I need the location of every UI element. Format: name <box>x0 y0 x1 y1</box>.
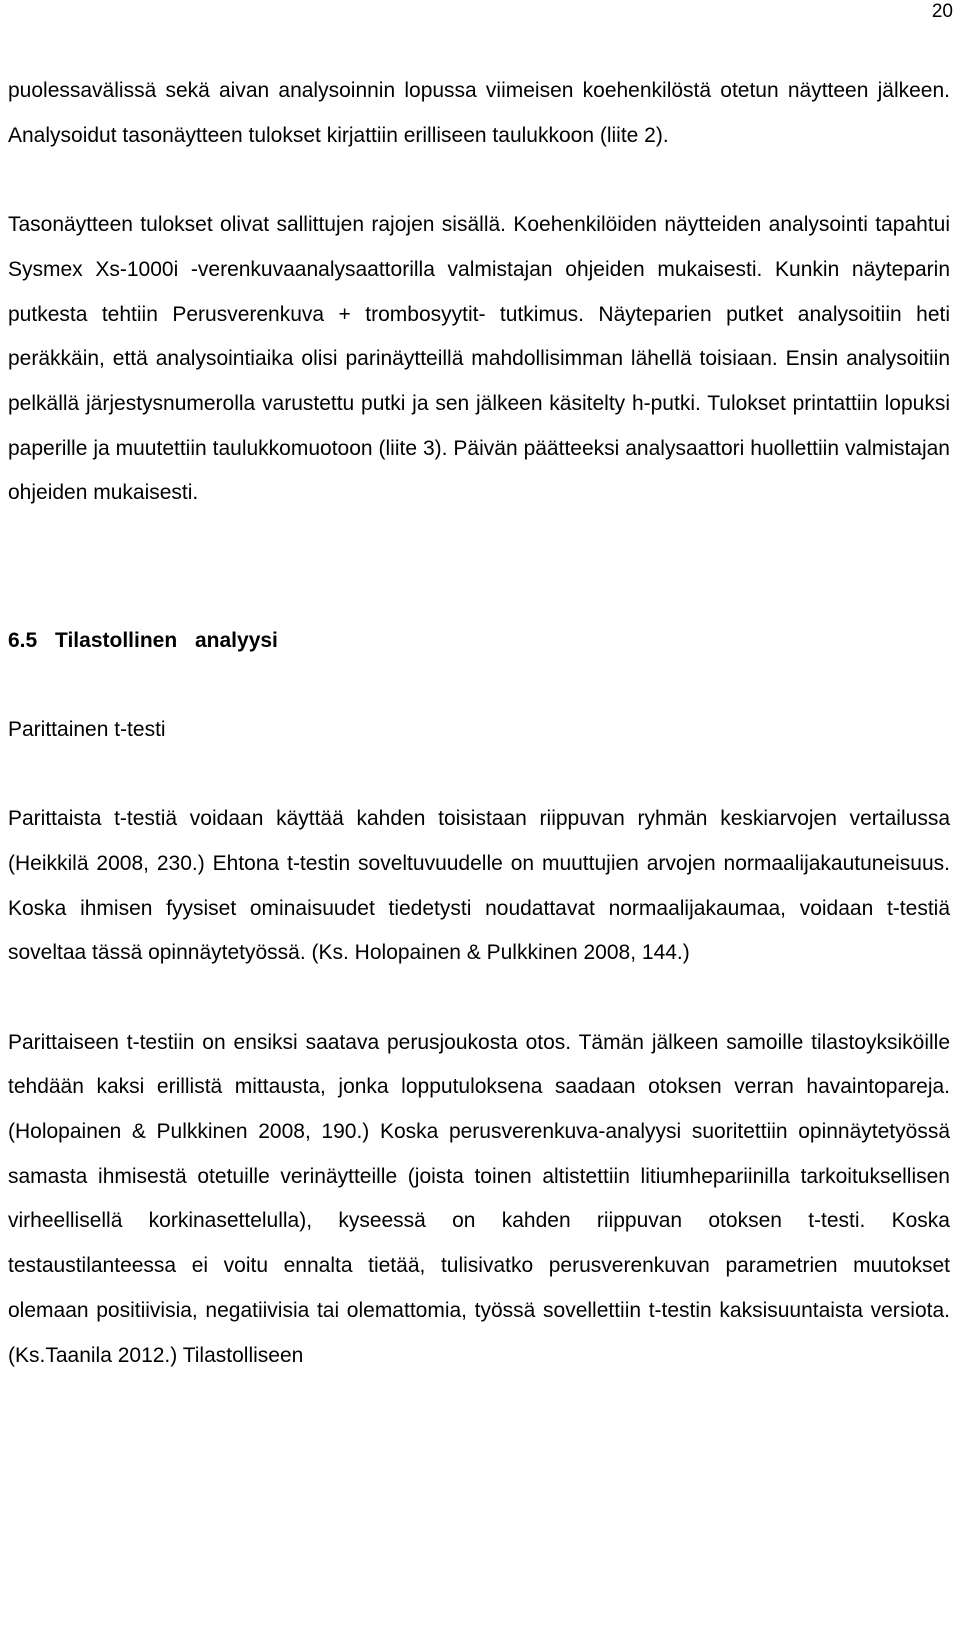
page-number: 20 <box>931 1 953 22</box>
section-heading: 6.5 Tilastollinen analyysi <box>8 629 278 653</box>
paragraph-3: Parittaista t-testiä voidaan käyttää kahden toisistaan riippuvan ryhmän keskiarvojen vertailussa (Heikkilä 2008, 230.) Ehtona t-testin soveltuvuudelle on muuttujien arvojen normaalijakautuneisuus. Koska ihmisen fyysiset ominaisuudet tiedetysti noudattavat normaalijakaumaa, voidaan t-testiä soveltaa tässä opinnäytetyössä. (Ks. Holopainen & Pulkkinen 2008, 144.) <box>8 807 950 965</box>
paragraph-4: Parittaiseen t-testiin on ensiksi saatava perusjoukosta otos. Tämän jälkeen samoille tilastoyksiköille tehdään kaksi erillistä mittausta, jonka lopputuloksena saadaan otoksen verran havaintopareja. (Holopainen & Pulkkinen 2008, 190.) Koska perusverenkuva-analyysi suoritettiin opinnäytetyössä samasta ihmisestä otetuille verinäytteille (joista toinen altistettiin litiumhepariinilla tarkoituksellisen virheellisellä korkinasettelulla), kyseessä on kahden riippuvan otoksen t-testi. Koska testaustilanteessa ei voitu ennalta tietää, tulisivatko perusverenkuvan parametrien muutokset olemaan positiivisia, negatiivisia tai olemattomia, työssä sovellettiin t-testin kaksisuuntaista versiota. (Ks.Taanila 2012.) Tilastolliseen <box>8 1030 950 1367</box>
paragraph-2: Tasonäytteen tulokset olivat sallittujen rajojen sisällä. Koehenkilöiden näytteiden analysointi tapahtui Sysmex Xs-1000i -verenkuvaanalysaattorilla valmistajan ohjeiden mukaisesti. Kunkin näyteparin putkesta tehtiin Perusverenkuva + trombosyytit- tutkimus. Näyteparien putket analysoitiin heti peräkkäin, että analysointiaika olisi parinäytteillä mahdollisimman lähellä toisiaan. Ensin analysoitiin pelkällä järjestysnumerolla varustettu putki ja sen jälkeen käsitelty h-putki. Tulokset printattiin lopuksi paperille ja muutettiin taulukkomuotoon (liite 3). Päivän päätteeksi analysaattori huollettiin valmistajan ohjeiden mukaisesti. <box>8 213 950 505</box>
document-body <box>8 69 950 1378</box>
subheading: Parittainen t-testi <box>8 717 166 741</box>
paragraph-1: puolessavälissä sekä aivan analysoinnin lopussa viimeisen koehenkilöstä otetun näytteen jälkeen. Analysoidut tasonäytteen tulokset kirjattiin erilliseen taulukkoon (liite 2). <box>8 79 950 147</box>
